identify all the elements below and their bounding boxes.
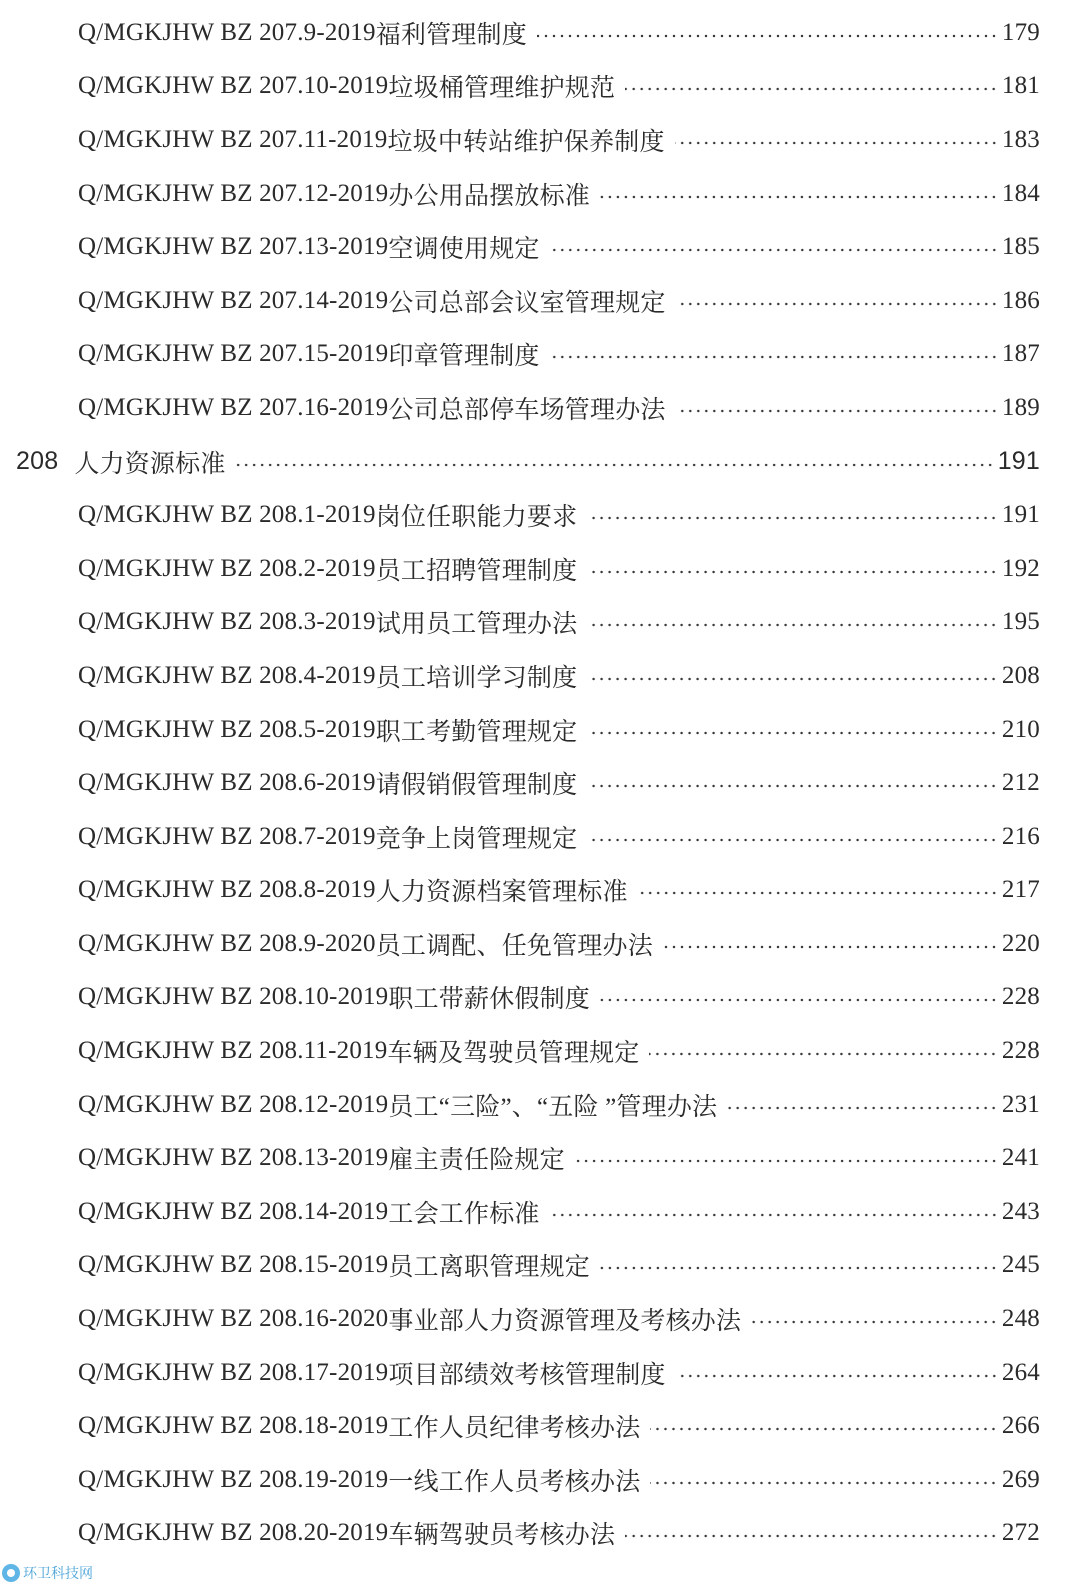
dot-leader [550,355,998,359]
entry-title: 办公用品摆放标准 [388,182,590,210]
dot-leader [751,1320,998,1324]
entry-code: Q/MGKJHW BZ 207.14-2019 [78,286,389,314]
section-title: 人力资源标准 [74,449,226,478]
entry-page-number: 272 [1001,1519,1040,1547]
toc-entry[interactable] [0,220,1080,274]
globe-logo-icon [2,1564,20,1582]
entry-page-number: 210 [1001,715,1040,743]
entry-title: 印章管理制度 [388,343,540,371]
entry-code: Q/MGKJHW BZ 208.19-2019 [78,1465,389,1493]
entry-code: Q/MGKJHW BZ 208.16-2020 [78,1305,389,1333]
dot-leader [587,570,998,574]
toc-entry[interactable] [0,596,1080,650]
entry-code: Q/MGKJHW BZ 208.13-2019 [78,1144,389,1172]
entry-title: 公司总部停车场管理办法 [388,396,666,424]
dot-leader [650,1427,997,1431]
dot-leader [663,945,998,949]
toc-entry[interactable] [0,6,1080,60]
entry-page-number: 187 [1001,340,1040,368]
dot-leader [675,141,998,145]
entry-page-number: 179 [1001,18,1040,46]
toc-entry[interactable] [0,1346,1080,1400]
entry-title: 雇主责任险规定 [388,1147,565,1175]
entry-code: Q/MGKJHW BZ 208.9-2020 [78,929,376,957]
entry-title: 车辆驾驶员考核办法 [388,1522,616,1550]
entry-page-number: 241 [1001,1144,1040,1172]
entry-code: Q/MGKJHW BZ 208.12-2019 [78,1090,389,1118]
entry-code: Q/MGKJHW BZ 208.6-2019 [78,769,376,797]
toc-entry[interactable] [0,1185,1080,1239]
toc-entry[interactable] [0,649,1080,703]
dot-leader [600,1266,998,1270]
entry-title: 一线工作人员考核办法 [388,1468,641,1496]
entry-page-number: 266 [1001,1412,1040,1440]
entry-code: Q/MGKJHW BZ 208.3-2019 [78,608,376,636]
toc-section-heading[interactable] [0,435,1080,489]
entry-page-number: 185 [1001,233,1040,261]
dot-leader [650,1481,997,1485]
toc-entry[interactable] [0,1507,1080,1561]
toc-entry[interactable] [0,1453,1080,1507]
table-of-contents [0,6,1080,1560]
toc-entry[interactable] [0,810,1080,864]
entry-page-number: 212 [1001,769,1040,797]
toc-entry[interactable] [0,703,1080,757]
toc-entry[interactable] [0,542,1080,596]
toc-entry[interactable] [0,1024,1080,1078]
entry-page-number: 217 [1001,876,1040,904]
dot-leader [676,302,998,306]
entry-code: Q/MGKJHW BZ 207.11-2019 [78,125,388,153]
toc-entry[interactable] [0,1399,1080,1453]
toc-entry[interactable] [0,1078,1080,1132]
entry-page-number: 264 [1001,1358,1040,1386]
entry-title: 请假销假管理制度 [375,772,578,800]
toc-entry[interactable] [0,1131,1080,1185]
toc-entry[interactable] [0,113,1080,167]
dot-leader [727,1106,998,1110]
dot-leader [600,998,998,1002]
entry-title: 员工招聘管理制度 [375,557,578,585]
entry-title: 垃圾桶管理维护规范 [388,75,616,103]
entry-page-number: 184 [1001,179,1040,207]
entry-page-number: 181 [1001,72,1040,100]
toc-entry[interactable] [0,1292,1080,1346]
entry-title: 员工培训学习制度 [375,664,578,692]
entry-title: 工作人员纪律考核办法 [388,1415,641,1443]
entry-page-number: 269 [1001,1465,1040,1493]
section-page-number: 191 [997,447,1040,476]
entry-code: Q/MGKJHW BZ 207.9-2019 [78,18,376,46]
entry-title: 岗位任职能力要求 [375,504,578,532]
toc-entry[interactable] [0,971,1080,1025]
site-watermark [2,1563,93,1583]
entry-title: 竞争上岗管理规定 [375,825,578,853]
dot-leader [587,838,998,842]
entry-title: 试用员工管理办法 [375,611,578,639]
entry-title: 员工调配、任免管理办法 [375,932,653,960]
entry-code: Q/MGKJHW BZ 208.17-2019 [78,1358,389,1386]
dot-leader [587,784,998,788]
dot-leader [676,1374,998,1378]
entry-code: Q/MGKJHW BZ 207.16-2019 [78,393,389,421]
entry-page-number: 208 [1001,661,1040,689]
entry-code: Q/MGKJHW BZ 208.10-2019 [78,983,389,1011]
entry-code: Q/MGKJHW BZ 207.13-2019 [78,233,389,261]
entry-title: 车辆及驾驶员管理规定 [387,1040,640,1068]
entry-title: 职工考勤管理规定 [375,718,578,746]
dot-leader [625,1534,998,1538]
dot-leader [649,1052,997,1056]
entry-title: 工会工作标准 [388,1200,540,1228]
entry-code: Q/MGKJHW BZ 207.12-2019 [78,179,389,207]
toc-entry[interactable] [0,381,1080,435]
entry-title: 员工“三险”、“五险 ”管理办法 [388,1093,718,1121]
entry-code: Q/MGKJHW BZ 208.5-2019 [78,715,376,743]
dot-leader [537,34,998,38]
entry-code: Q/MGKJHW BZ 208.15-2019 [78,1251,389,1279]
entry-page-number: 186 [1001,286,1040,314]
dot-leader [575,1159,998,1163]
entry-page-number: 228 [1001,1037,1040,1065]
section-number: 208 [16,447,59,476]
toc-entry[interactable] [0,756,1080,810]
dot-leader [587,731,998,735]
entry-page-number: 245 [1001,1251,1040,1279]
entry-code: Q/MGKJHW BZ 208.14-2019 [78,1197,389,1225]
entry-title: 职工带薪休假制度 [388,986,590,1014]
entry-title: 公司总部会议室管理规定 [388,289,666,317]
entry-page-number: 183 [1001,125,1040,153]
entry-title: 事业部人力资源管理及考核办法 [388,1308,742,1336]
dot-leader [587,516,998,520]
entry-title: 垃圾中转站维护保养制度 [387,128,665,156]
entry-code: Q/MGKJHW BZ 208.7-2019 [78,822,376,850]
toc-entry[interactable] [0,167,1080,221]
dot-leader [236,463,994,467]
entry-page-number: 243 [1001,1197,1040,1225]
entry-code: Q/MGKJHW BZ 208.20-2019 [78,1519,389,1547]
toc-entry[interactable] [0,1239,1080,1293]
entry-code: Q/MGKJHW BZ 207.10-2019 [78,72,389,100]
entry-page-number: 248 [1001,1305,1040,1333]
dot-leader [550,248,998,252]
entry-code: Q/MGKJHW BZ 208.1-2019 [78,501,376,529]
dot-leader [625,87,998,91]
dot-leader [638,891,998,895]
toc-entry[interactable] [0,274,1080,328]
entry-page-number: 191 [1001,501,1040,529]
dot-leader [587,677,998,681]
dot-leader [676,409,998,413]
entry-code: Q/MGKJHW BZ 208.8-2019 [78,876,376,904]
toc-entry[interactable] [0,328,1080,382]
entry-code: Q/MGKJHW BZ 208.18-2019 [78,1412,389,1440]
entry-title: 人力资源档案管理标准 [375,879,628,907]
entry-code: Q/MGKJHW BZ 208.4-2019 [78,661,376,689]
entry-code: Q/MGKJHW BZ 208.11-2019 [78,1037,388,1065]
entry-title: 员工离职管理规定 [388,1254,590,1282]
entry-title: 空调使用规定 [388,236,540,264]
entry-code: Q/MGKJHW BZ 208.2-2019 [78,554,376,582]
entry-page-number: 192 [1001,554,1040,582]
entry-page-number: 189 [1001,393,1040,421]
entry-title: 项目部绩效考核管理制度 [388,1361,666,1389]
dot-leader [587,623,998,627]
entry-page-number: 220 [1001,929,1040,957]
toc-entry[interactable] [0,60,1080,114]
toc-entry[interactable] [0,917,1080,971]
entry-code: Q/MGKJHW BZ 207.15-2019 [78,340,389,368]
watermark-text: 环卫科技网 [23,1566,93,1582]
entry-page-number: 228 [1001,983,1040,1011]
entry-page-number: 195 [1001,608,1040,636]
entry-page-number: 231 [1001,1090,1040,1118]
toc-entry[interactable] [0,864,1080,918]
dot-leader [550,1213,998,1217]
dot-leader [600,195,998,199]
entry-title: 福利管理制度 [375,21,527,49]
entry-page-number: 216 [1001,822,1040,850]
toc-entry[interactable] [0,488,1080,542]
